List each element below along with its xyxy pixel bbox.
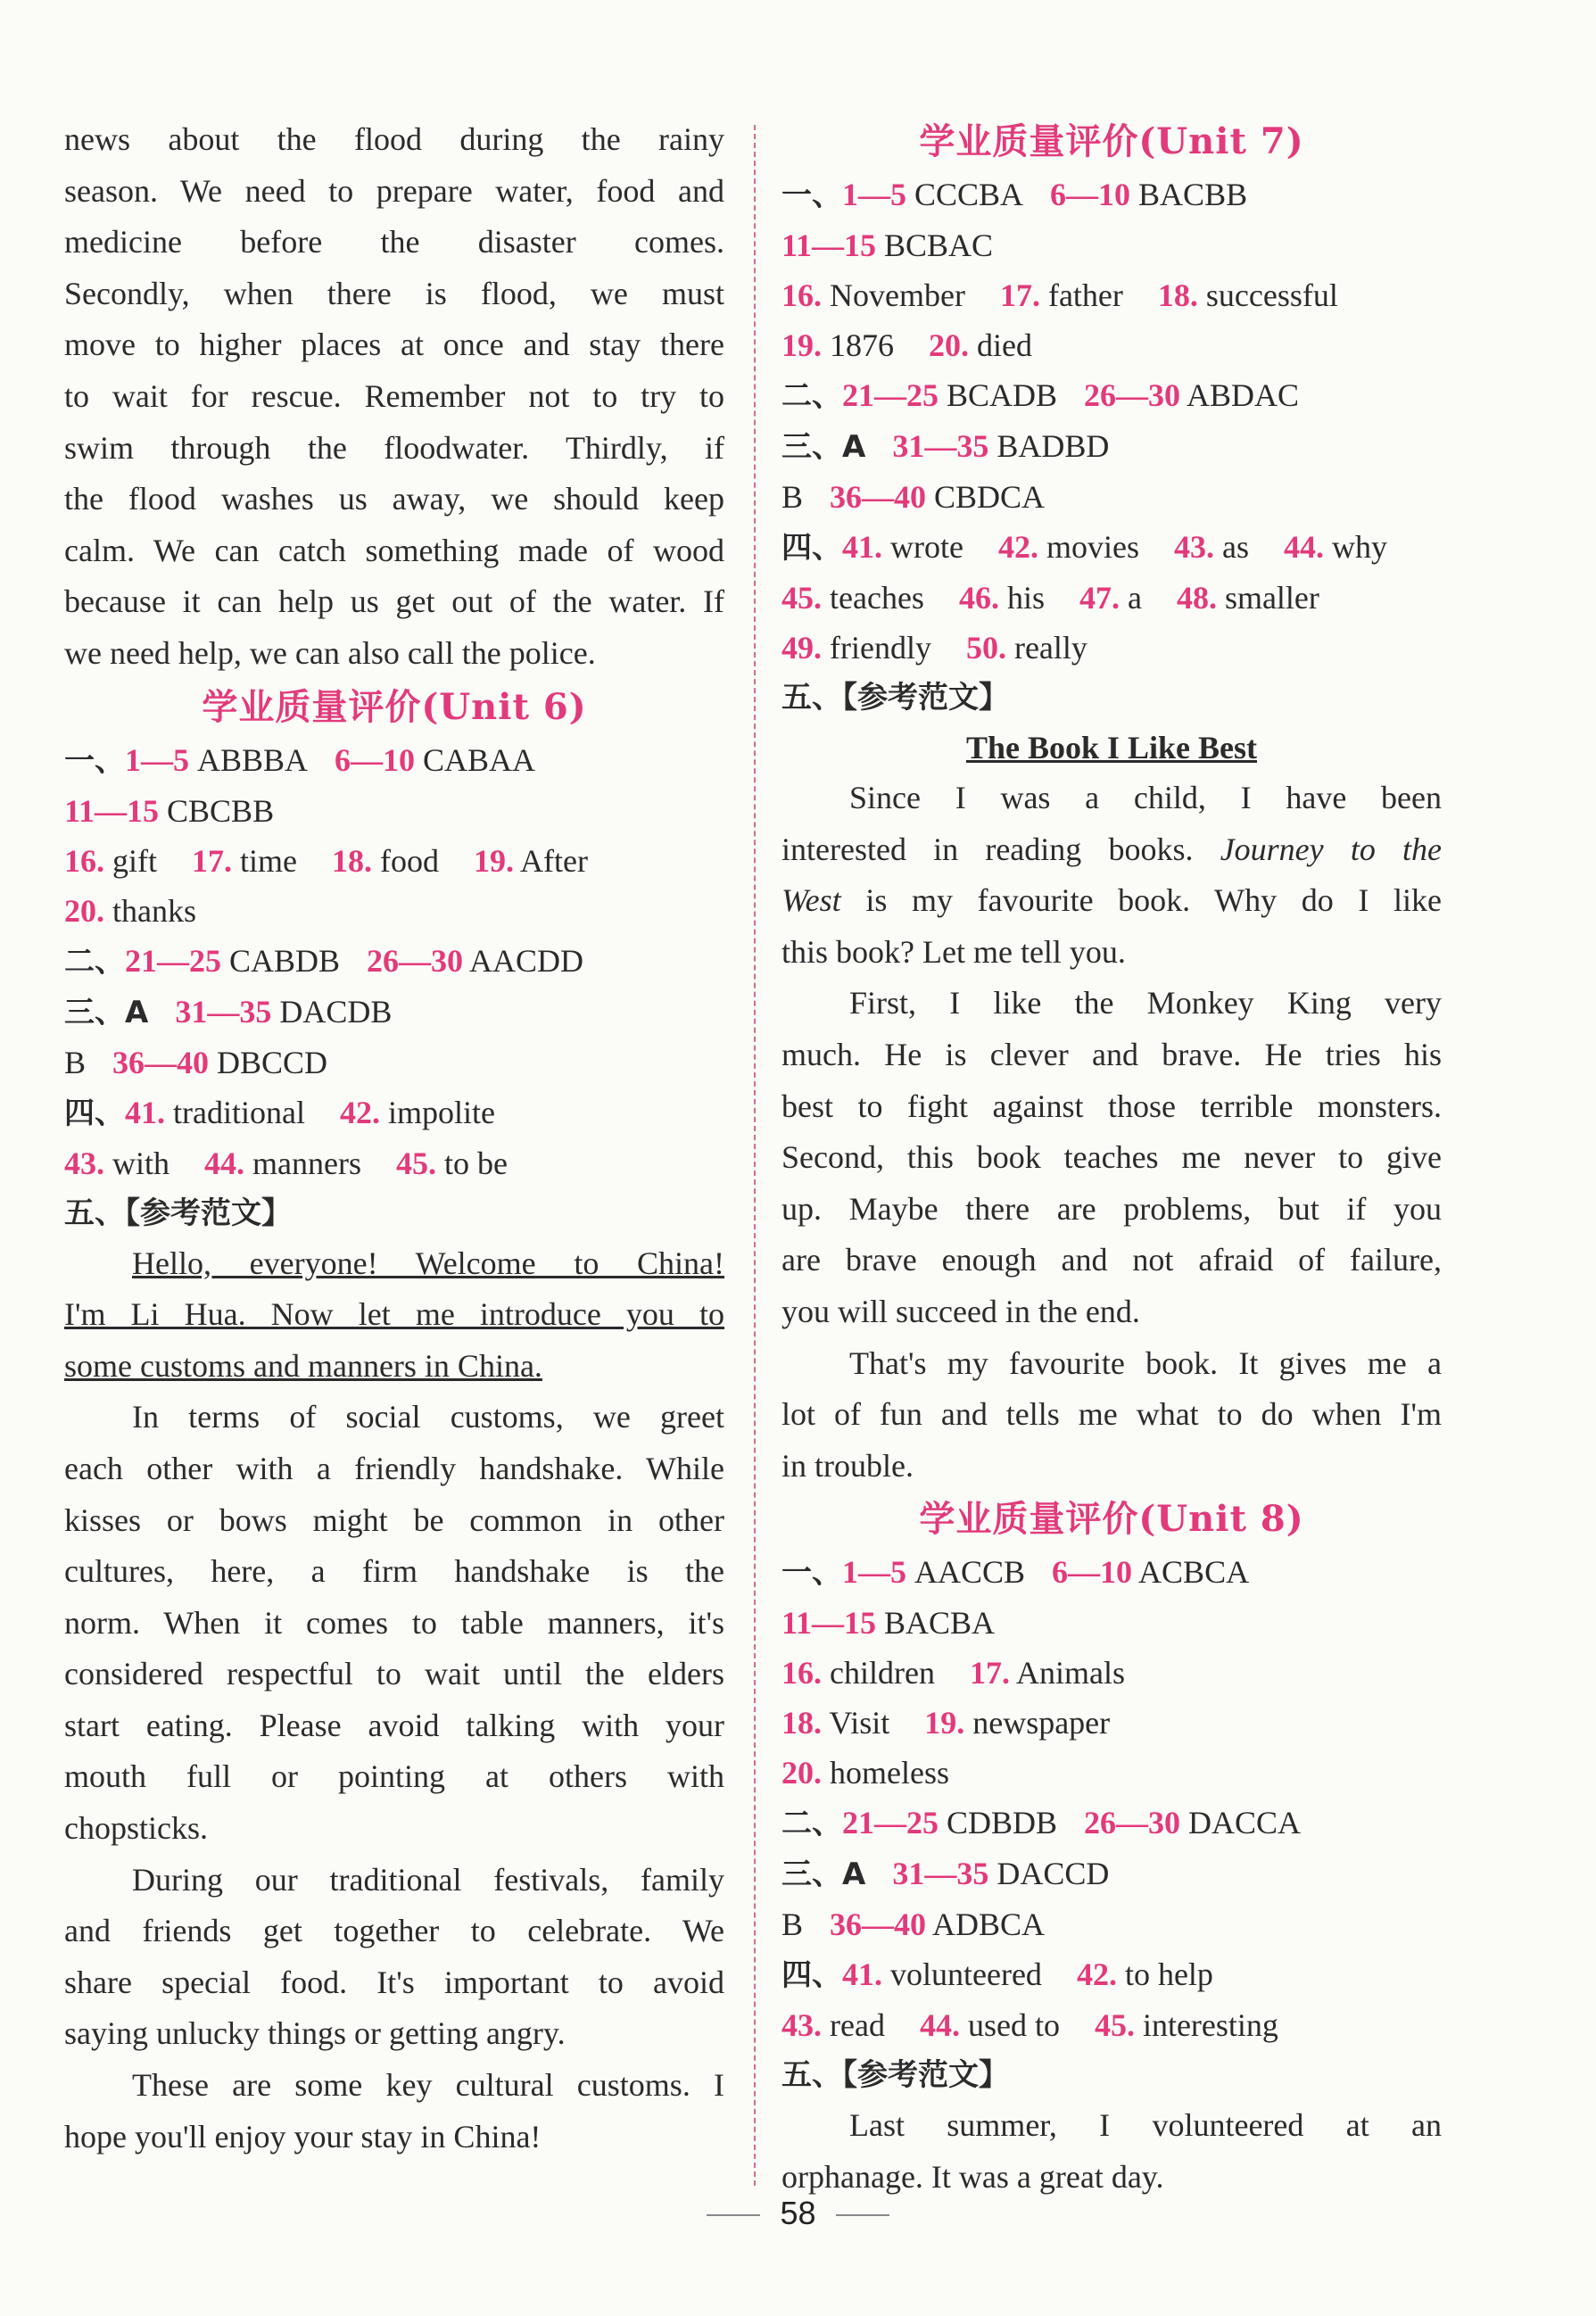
text-line: chopsticks. [64,1810,208,1847]
sample-essay-label: 五、【参考范文】 [781,680,1009,715]
unit7-title: 学业质量评价(Unit 7) [919,120,1304,162]
text-line: up. Maybe there are problems, but if you [781,1190,1442,1227]
essay-paragraph [781,773,1442,978]
text-line: mouth full or pointing at others with [64,1758,724,1795]
text-line: some customs and manners in China. [64,1347,542,1384]
text-line: In terms of social customs, we greet [132,1399,724,1435]
text-line: we need help, we can also call the police. [64,634,596,671]
text-line: kisses or bows might be common in other [64,1501,724,1538]
column-divider [754,125,756,2186]
text-line: cultures, here, a firm handshake is the [64,1553,724,1590]
answer-row: 二、21—25 CDBDB 26—30 DACCA [781,1805,1302,1842]
text-line: During our traditional festivals, family [132,1861,724,1898]
text-line: start eating. Please avoid talking with your [64,1707,724,1743]
answer-row: 三、A 31—35 DACCD [781,1856,1110,1893]
text-line: interested in reading books. Journey to the [781,831,1443,867]
text-line: hope you'll enjoy your stay in China! [64,2118,542,2155]
answer-row: 45. teaches 46. his 47. a 48. smaller [781,580,1319,616]
essay-paragraph [781,1338,1442,1493]
left-column [64,114,724,2163]
text-line: news about the flood during the rainy [64,121,724,157]
text-line: Hello, everyone! Welcome to China! [132,1245,724,1281]
dash-right [836,2214,889,2216]
text-line: in trouble. [781,1447,914,1484]
text-line: swim through the floodwater. Thirdly, if [64,429,724,466]
answer-row: 20. thanks [64,892,196,929]
text-line: best to fight against those terrible monsters. [781,1088,1442,1124]
text-line: this book? Let me tell you. [781,933,1126,970]
text-line: to wait for rescue. Remember not to try to [64,377,724,414]
answer-row: 16. gift 17. time 18. food 19. After [64,842,588,879]
text-line: I'm Li Hua. Now let me introduce you to [64,1296,724,1333]
sample-essay-label: 五、【参考范文】 [781,2057,1009,2094]
page-number: 58 [0,2195,1596,2232]
unit6-title: 学业质量评价(Unit 6) [202,685,587,728]
answer-row: 一、1—5 CCCBA 6—10 BACBB [781,177,1248,213]
answer-row: 四、41. wrote 42. movies 43. as 44. why [781,529,1387,566]
answer-row: 49. friendly 50. really [781,630,1087,666]
text-line: West is my favourite book. Why do I like [781,882,1443,919]
answer-row: 43. read 44. used to 45. interesting [781,2007,1278,2044]
text-line: season. We need to prepare water, food and [64,172,724,209]
text-line: the flood washes us away, we should keep [64,481,724,517]
answer-row: 43. with 44. manners 45. to be [64,1145,508,1181]
essay-title: The Book I Like Best [965,730,1258,765]
text-line: are brave enough and not afraid of failure, [781,1242,1442,1278]
text-line: Since I was a child, I have been [849,780,1442,815]
answer-row: B 36—40 CBDCA [781,479,1046,515]
text-line: you will succeed in the end. [781,1293,1140,1329]
answer-row: 11—15 BCBAC [781,227,994,263]
text-line: That's my favourite book. It gives me a [849,1344,1442,1381]
text-line: medicine before the disaster comes. [64,224,724,261]
answer-row: 一、1—5 AACCB 6—10 ACBCA [781,1554,1250,1592]
text-line: calm. We can catch something made of wood [64,532,724,568]
text-line: Second, this book teaches me never to give [781,1139,1442,1176]
answer-row: 三、A 31—35 BADBD [781,428,1110,465]
answer-row: 19. 1876 20. died [781,327,1032,363]
text-line: lot of fun and tells me what to do when I'm [781,1396,1442,1433]
text-line: share special food. It's important to avoid [64,1964,724,2000]
text-line: saying unlucky things or getting angry. [64,2015,566,2052]
answer-row: 20. homeless [781,1755,949,1791]
text-line: because it can help us get out of the water. If [64,583,724,620]
text-line: Last summer, I volunteered at an [849,2107,1442,2144]
answer-row: 二、21—25 BCADB 26—30 ABDAC [781,377,1300,414]
essay-paragraph [781,2100,1442,2203]
text-line: considered respectful to wait until the elders [64,1656,724,1692]
answer-row: 四、41. traditional 42. impolite [64,1094,495,1131]
text-line: and friends get together to celebrate. We [64,1913,724,1949]
answer-row: 二、21—25 CABDB 26—30 AACDD [64,942,584,980]
answer-row: 11—15 BACBA [781,1605,996,1642]
text-line: First, I like the Monkey King very [849,985,1442,1022]
essay-paragraph [64,1855,724,2060]
answer-row: 16. November 17. father 18. successful [781,277,1338,313]
answer-row: 三、A 31—35 DACDB [64,993,393,1030]
right-column [781,114,1442,2204]
essay-intro [64,1238,724,1393]
essay-paragraph [781,978,1442,1337]
text-line: orphanage. It was a great day. [781,2158,1164,2195]
unit8-title: 学业质量评价(Unit 8) [919,1498,1304,1541]
text-line: Secondly, when there is flood, we must [64,275,724,311]
answer-row: 四、41. volunteered 42. to help [781,1956,1213,1994]
text-line: each other with a friendly handshake. While [64,1450,724,1486]
essay-paragraph [64,2060,724,2163]
answer-row: 一、1—5 ABBBA 6—10 CABAA [64,741,536,779]
flood-paragraph [64,114,724,680]
text-line: These are some key cultural customs. I [132,2067,724,2104]
answer-row: B 36—40 DBCCD [64,1044,328,1080]
answer-row: 16. children 17. Animals [781,1655,1125,1692]
answer-row: B 36—40 ADBCA [781,1907,1046,1943]
sample-essay-label: 五、【参考范文】 [64,1195,292,1231]
text-line: norm. When it comes to table manners, it's [64,1604,724,1641]
text-line: move to higher places at once and stay there [64,327,724,363]
text-line: much. He is clever and brave. He tries his [781,1036,1442,1072]
dash-left [707,2214,760,2216]
answer-row: 11—15 CBCBB [64,792,275,829]
answer-row: 18. Visit 19. newspaper [781,1705,1111,1741]
essay-paragraph [64,1392,724,1854]
